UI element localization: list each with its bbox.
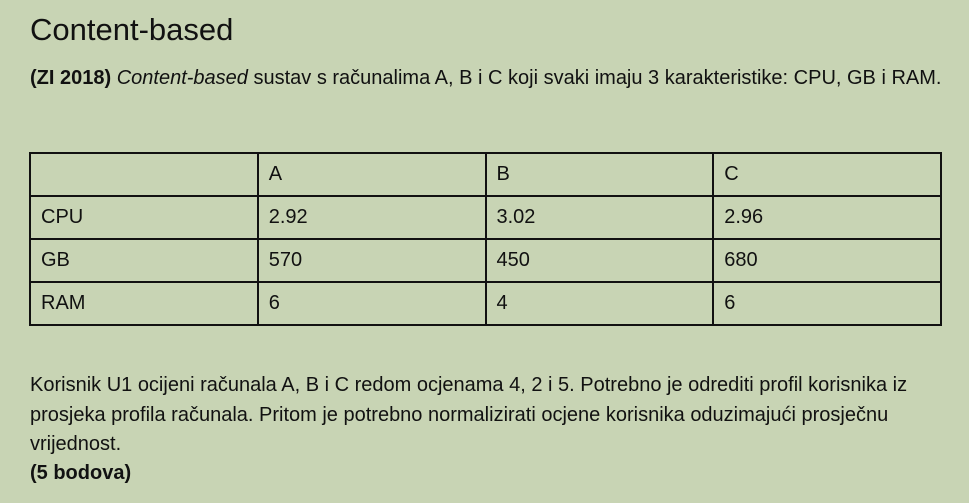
table-cell: 680	[713, 239, 941, 282]
points-label: (5 bodova)	[30, 462, 132, 484]
intro-body: sustav s računalima A, B i C koji svaki imaju 3 karakteristike: CPU, GB i RAM.	[247, 67, 942, 89]
table-cell: 2.92	[258, 196, 486, 239]
table-header-cell	[30, 153, 258, 196]
table-cell: 450	[486, 239, 714, 282]
intro-text	[30, 64, 950, 93]
table-cell: 570	[258, 239, 486, 282]
table-cell: 3.02	[486, 196, 714, 239]
table-header-cell: A	[258, 153, 486, 196]
table-header-cell: B	[486, 153, 714, 196]
row-label: GB	[30, 239, 258, 282]
table-row	[30, 239, 941, 282]
characteristics-table	[29, 152, 942, 326]
table-cell: 2.96	[713, 196, 941, 239]
intro-term: Content-based	[116, 67, 248, 89]
task-paragraph: Korisnik U1 ocijeni računala A, B i C redom ocjenama 4, 2 i 5. Potrebno je odrediti profil korisnika iz prosjeka profila računala. Pritom je potrebno normalizirati ocjene korisnika oduzimajući prosječnu vrijednost.	[30, 374, 908, 455]
row-label: CPU	[30, 196, 258, 239]
exam-tag: (ZI 2018)	[30, 67, 112, 89]
row-label: RAM	[30, 282, 258, 325]
table-cell: 6	[258, 282, 486, 325]
table-header-row	[30, 153, 941, 196]
table-row	[30, 196, 941, 239]
table-header-cell: C	[713, 153, 941, 196]
table-cell: 4	[486, 282, 714, 325]
table-row	[30, 282, 941, 325]
table-cell: 6	[713, 282, 941, 325]
page-title: Content-based	[30, 12, 234, 47]
